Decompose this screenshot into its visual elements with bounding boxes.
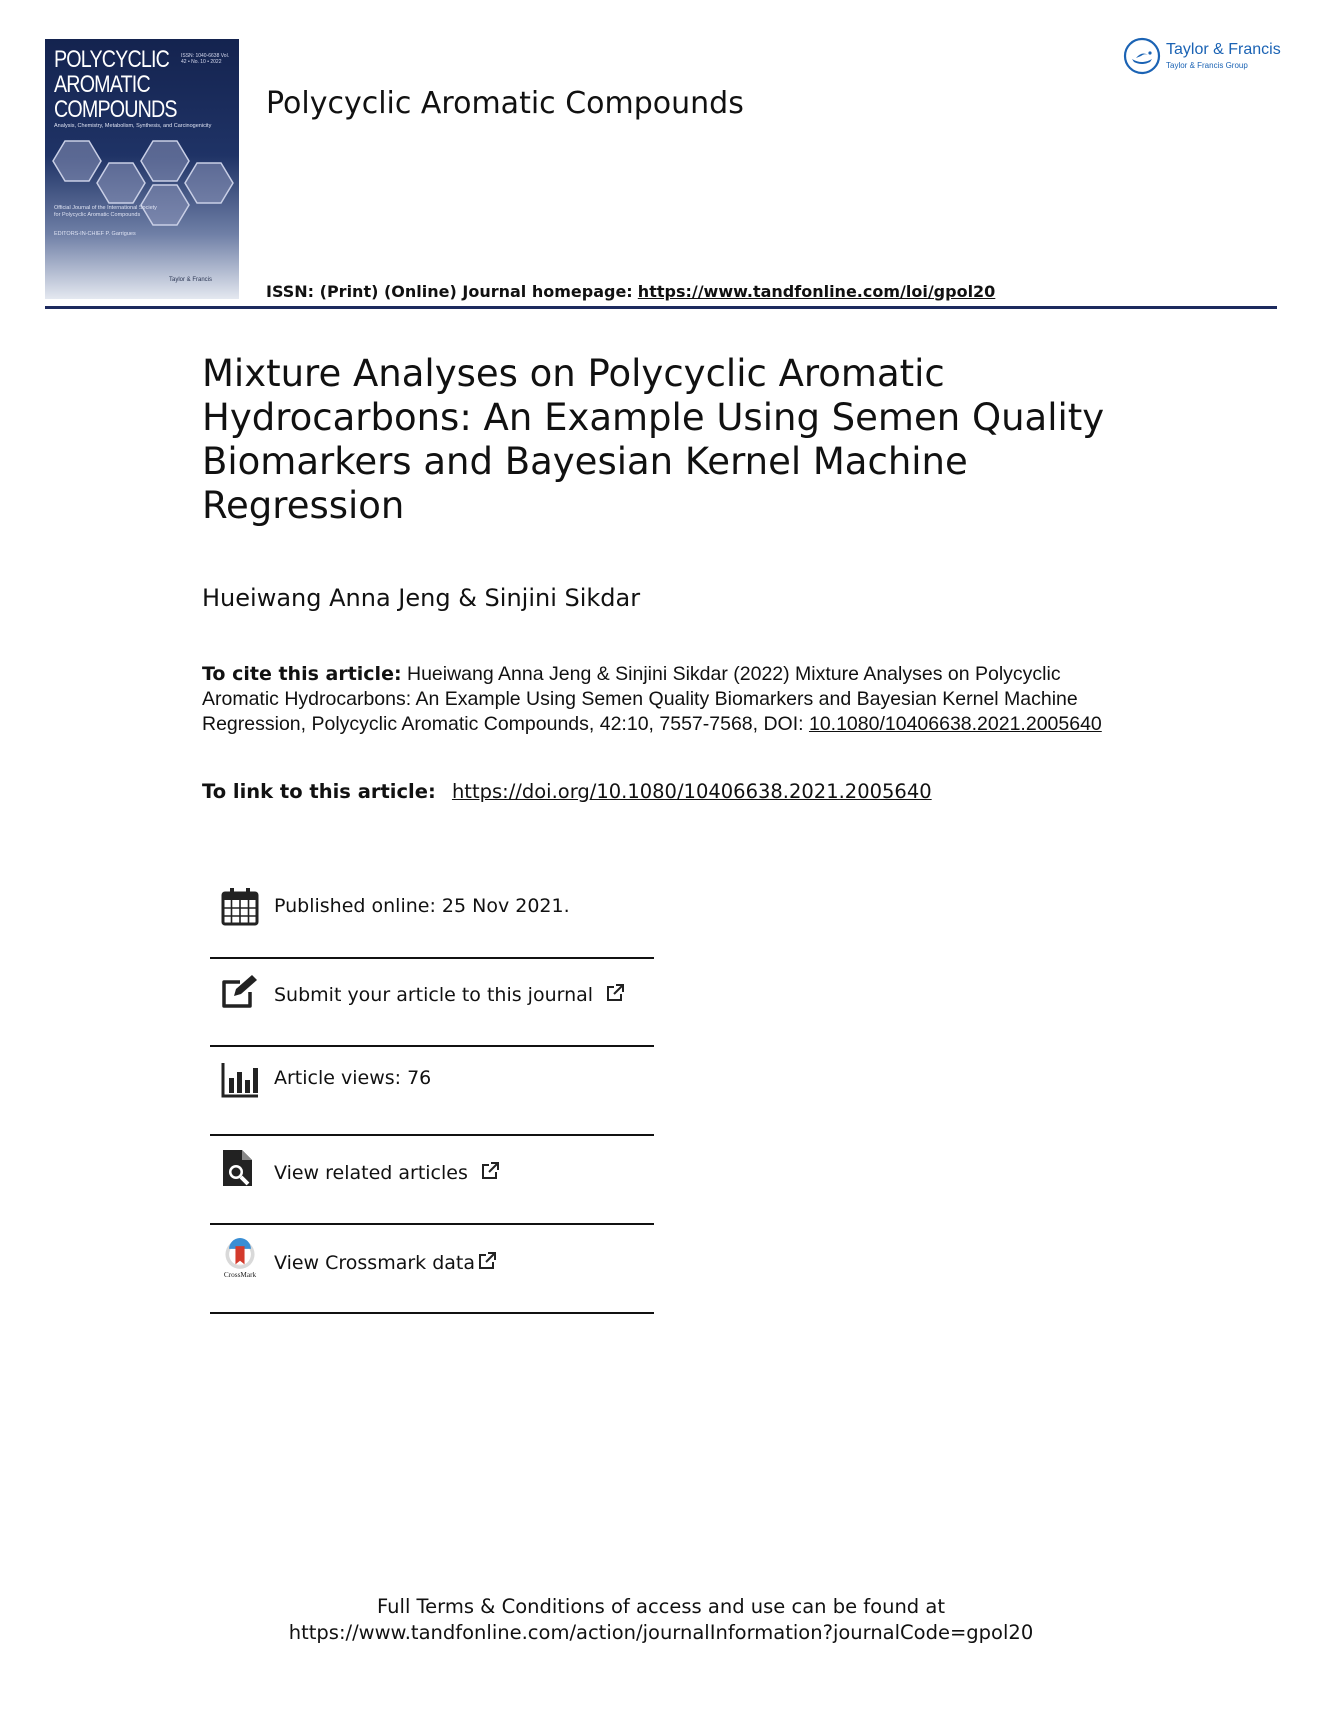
cover-issue-info: ISSN: 1040-6638 Vol. 42 • No. 10 • 2022 [181, 53, 230, 65]
article-title: Mixture Analyses on Polycyclic Aromatic Hydrocarbons: An Example Using Semen Quality Biomarkers and Bayesian Kernel Machine Regression [202, 352, 1105, 527]
row-divider [210, 1223, 654, 1225]
cite-label: To cite this article: [202, 663, 402, 685]
link-label: To link to this article: [202, 780, 436, 803]
cover-hexagon-graphic [45, 139, 239, 261]
crossmark-link[interactable] [274, 1251, 497, 1274]
published-online-text: Published online: 25 Nov 2021. [274, 895, 570, 917]
row-divider [210, 957, 654, 959]
article-doi-link[interactable]: https://doi.org/10.1080/10406638.2021.2005640 [451, 780, 932, 803]
footer-line1: Full Terms & Conditions of access and use can be found at [377, 1595, 945, 1618]
header-divider [45, 306, 1277, 309]
related-articles-link[interactable] [274, 1161, 500, 1184]
journal-name: Polycyclic Aromatic Compounds [266, 86, 744, 121]
cite-doi-link[interactable]: 10.1080/10406638.2021.2005640 [808, 713, 1102, 735]
article-link-line [202, 780, 932, 803]
cover-publisher: Taylor & Francis [169, 277, 213, 283]
footer-terms-link[interactable]: https://www.tandfonline.com/action/journalInformation?journalCode=gpol20 [288, 1621, 1034, 1644]
search-document-icon [220, 1148, 260, 1188]
bar-chart-icon [220, 1060, 260, 1100]
submit-article-link[interactable] [274, 983, 625, 1006]
published-online-row [210, 884, 654, 944]
publisher-lamp-icon [1123, 37, 1161, 75]
journal-cover-image [45, 39, 239, 299]
edit-icon [220, 972, 260, 1012]
crossmark-logo-text: CrossMark [223, 1271, 257, 1278]
calendar-icon [220, 886, 260, 926]
external-link-icon [480, 1161, 500, 1181]
cover-title [54, 46, 177, 123]
row-divider [210, 1045, 654, 1047]
article-views-row [210, 1056, 654, 1116]
cover-subtitle: Analysis, Chemistry, Metabolism, Synthesis, and Carcinogenicity [54, 123, 212, 129]
row-divider [210, 1134, 654, 1136]
submit-article-row[interactable] [210, 970, 654, 1030]
cover-title-line3: COMPOUNDS [54, 96, 177, 123]
related-articles-label: View related articles [274, 1162, 468, 1184]
cite-text: Hueiwang Anna Jeng & Sinjini Sikdar (2022) Mixture Analyses on Polycyclic Aromatic Hydrocarbons: An Example Using Semen Quality Biomarkers and Bayesian Kernel Machine Regression, Polycyclic Aromatic Compounds, 42:10, 7557-7568, DOI: [202, 663, 1078, 735]
external-link-icon [477, 1251, 497, 1271]
citation-block [202, 662, 1122, 737]
cover-note: Official Journal of the International Society for Polycyclic Aromatic Compounds [54, 205, 157, 218]
submit-article-label: Submit your article to this journal [274, 984, 594, 1006]
cover-editor: EDITORS-IN-CHIEF P. Garrigues [54, 231, 136, 237]
publisher-name: Taylor & Francis [1166, 41, 1281, 58]
related-articles-row[interactable] [210, 1148, 654, 1208]
taylor-francis-logo[interactable] [1123, 37, 1283, 77]
terms-footer [0, 1594, 1322, 1646]
crossmark-row[interactable] [210, 1238, 654, 1298]
journal-homepage-link[interactable]: https://www.tandfonline.com/loi/gpol20 [637, 282, 996, 301]
issn-homepage-line [266, 282, 995, 301]
cover-title-line1: POLYCYCLIC [54, 46, 170, 73]
row-divider [210, 1312, 654, 1314]
issn-label: ISSN: (Print) (Online) Journal homepage: [266, 282, 633, 301]
article-authors: Hueiwang Anna Jeng & Sinjini Sikdar [202, 584, 641, 612]
crossmark-icon [220, 1238, 260, 1278]
article-views-text: Article views: 76 [274, 1067, 432, 1089]
external-link-icon [605, 983, 625, 1003]
cover-title-line2: AROMATIC [54, 71, 150, 98]
crossmark-label: View Crossmark data [274, 1252, 476, 1274]
publisher-group: Taylor & Francis Group [1166, 61, 1248, 70]
